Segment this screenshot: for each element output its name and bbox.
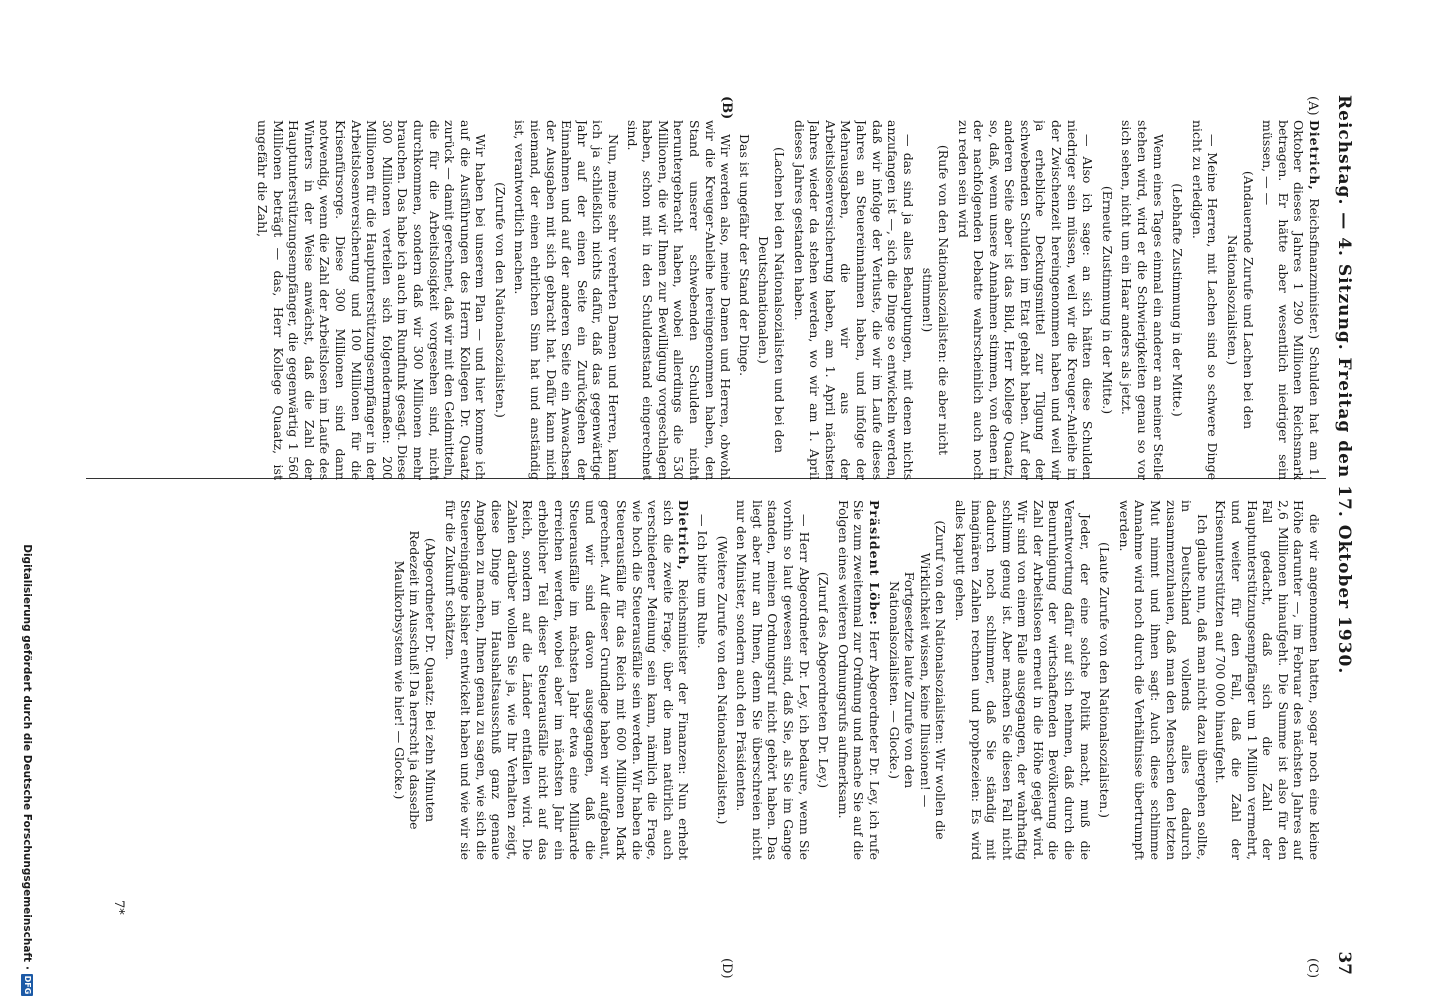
paragraph (736, 120, 752, 480)
paragraph-text: Wir haben bei unserem Plan — und hier komme ich auf die Ausführungen des Herrn Kollegen Dr. Quaatz zurück — damit gerechnet, daß wir mit den Geldmitteln, die für die Arbeitslosigkeit vorgesehen sind, nicht durchkommen, sondern daß wir 300 Millionen mehr brauchen. Das habe ich auch im Rundfunk gesagt. Diese 300 Millionen verteilen sich folgendermaßen: 200 Millionen für die Hauptunterstützungsempfänger in der Arbeitslosenversicherung und 100 Millionen für die Krisenfürsorge. Diese 300 Millionen sind dann notwendig, wenn die Zahl der Arbeitslosen im Laufe des Winters in der Weise anwächst, daß die Zahl der Hauptunterstützungsempfänger, die gegenwärtig 1 560 Millionen beträgt — das, Herr Kollege Quaatz, ist ungefähr die Zahl, (255, 120, 489, 480)
dfg-logo-icon: DFG (23, 975, 32, 995)
paragraph-text: Jeder, der eine solche Politik macht, muß die Verantwortung dafür auf sich nehmen, daß durch die Beunruhigung der wirtschaftenden Bevölkerung die Zahl der Arbeitslosen erneut in die Höhe gejagt wird. Wir sind von einem Falle ausgegangen, der wahrhaftig schlimm genug ist. Aber machen Sie diesen Fall nicht dadurch noch schlimmer, daß Sie ständig mit imaginären Zahlen rechnen und prophezeien: Es wird alles kaputt gehen. (952, 500, 1093, 860)
paragraph (734, 500, 812, 860)
paragraph (1119, 120, 1166, 480)
paragraph-text: — Also ich sage: an sich hätten diese Schulden niedriger sein müssen, weil wir die Kreuger-Anleihe in der Zwischenzeit hereingenommen haben und weil wir ja erhebliche Deckungsmittel zur Tilgung der schwebenden Schulden im Etat gehabt haben. Auf der anderen Seite aber ist das Bild, Herr Kollege Quaatz, so, daß, wenn unsere Annahmen stimmen, von denen in der nachfolgenden Debatte wahrscheinlich auch noch zu reden sein wird (955, 120, 1096, 480)
paragraph (624, 120, 733, 480)
paragraph (442, 500, 692, 860)
running-title: Reichstag. — 4. Sitzung. Freitag den 17. Oktober 1930. (1334, 95, 1354, 675)
paragraph (952, 500, 1092, 860)
paragraph-text: Das ist ungefähr der Stand der Dinge. (736, 134, 752, 377)
paragraph-text: Reichsfinanzminister.) Schulden hat am 1. Oktober dieses Jahres 1 290 Millionen Reichsmark betragen. Er hätte aber wesentlich niedriger sein müssen, — — (1260, 120, 1322, 480)
stage-direction: (Lachen bei den Nationalsozialisten und bei den Deutschnationalen.) (756, 146, 787, 454)
stage-direction: (Lebhafte Zustimmung in der Mitte.) (1170, 183, 1186, 417)
paragraph (254, 120, 488, 480)
paragraph (1213, 500, 1322, 860)
stage-direction: (Abgeordneter Dr. Quaatz: Bei zehn Minuten Redezeit im Ausschuß! Da herrscht ja dasselbe Maulkorbsystem wie hier! — Glocke.) (391, 530, 438, 830)
paragraph (512, 120, 621, 480)
paragraph (1260, 120, 1322, 480)
stage-direction: (Rufe von den Nationalsozialisten: die aber nicht stimmen!) (920, 144, 951, 456)
paragraph (791, 120, 916, 480)
paragraph-text: Wir werden also, meine Damen und Herren, obwohl wir die Kreuger-Anleihe hereingenommen haben, den Stand unserer schwebenden Schulden nicht heruntergebracht haben, wobei allerdings die 530 Millionen, die wir Ihnen zur Bewilligung vorgeschlagen haben, schon mit in den Schuldenstand eingerechnet sind. (624, 120, 734, 480)
digitization-credit (16, 6, 38, 996)
paragraph (1189, 120, 1220, 480)
page-number: 37 (1334, 951, 1354, 975)
stage-direction: (Zuruf von den Nationalsozialisten: Wir wollen die Wirklichkeit wissen, keine Illusionen! — Fortgesetzte laute Zurufe von den Nationalsozialisten. — Glocke.) (886, 520, 949, 840)
speaker-name: Präsident Löbe: (866, 500, 882, 626)
paragraph-text: Nun, meine sehr verehrten Damen und Herren, kann ich ja schließlich nichts dafür, daß das gegenwärtige Jahr auf der einen Seite ein Zurückgehen der Einnahmen und auf der anderen Seite ein Anwachsen der Ausgaben mit sich gebracht hat. Dafür kann mich niemand, der einen ehrlichen Sinn hat und anständig ist, verantwortlich machen. (512, 120, 622, 480)
margin-marker-d: (D) (719, 958, 734, 979)
paragraph-text: — Meine Herren, mit Lachen sind so schwere Dinge nicht zu erledigen. (1189, 120, 1221, 480)
left-column (92, 120, 1322, 480)
paragraph (835, 500, 882, 860)
right-column (92, 500, 1322, 860)
credit-separator: · (21, 966, 33, 970)
margin-marker-b: (B) (719, 96, 734, 120)
stage-direction: (Erneute Zustimmung in der Mitte.) (1099, 185, 1115, 415)
speaker-name: Dietrich, (676, 500, 692, 571)
paragraph-text: Herr Abgeordneter Dr. Ley, ich rufe Sie zum zweitenmal zur Ordnung und mache Sie auf die Folgen eines weiteren Ordnungsrufs aufmerksam. (835, 500, 882, 860)
speaker-name: Dietrich, (1307, 120, 1322, 191)
margin-marker-a: (A) (1305, 96, 1320, 116)
paragraph-text: Ich glaube nun, daß man nicht dazu übergehen sollte, in Deutschland vollends alles dadurch zusammenzuhauen, daß man den Menschen den letzten Mut nimmt und ihnen sagt: Auch diese schlimme Annahme wird noch durch die Verhältnisse übertrumpft werden. (1116, 500, 1210, 860)
stage-direction: (Laute Zurufe von den Nationalsozialisten.) (1097, 541, 1113, 818)
paragraph (955, 120, 1095, 480)
paragraph-text: — Herr Abgeordneter Dr. Ley, ich bedaure, wenn Sie vorhin so laut gewesen sind, daß Sie, als Sie im Gange standen, meinen Ordnungsruf nicht gehört haben. Das liegt aber nur an Ihnen, denn Sie überschreien nicht nur den Minister, sondern auch den Präsidenten. (734, 500, 812, 860)
stage-direction: (Weitere Zurufe von den Nationalsozialisten.) (714, 535, 730, 825)
paragraph (694, 500, 710, 860)
paragraph-text: — das sind ja alles Behauptungen, mit denen nichts anzufangen ist —, sich die Dinge so entwickeln werden, daß wir infolge der Verluste, die wir im Laufe dieses Jahres an Steuereinnahmen haben, und infolge der Mehrausgaben, die wir aus der Arbeitslosenversicherung haben, am 1. April nächsten Jahres wieder da stehen werden, wo wir am 1. April dieses Jahres gestanden haben. (791, 120, 916, 480)
page-header (1320, 95, 1354, 975)
paragraph-text: Reichsminister der Finanzen: Nun erhebt sich die zweite Frage, über die man natürlich auch verschiedener Meinung sein kann, nämlich die Frage, wie hoch die Steuerausfälle sein werden. Wir haben die Steuerausfälle für das Reich mit 600 Millionen Mark gerechnet. Auf dieser Grundlage haben wir aufgebaut, und wir sind davon ausgegangen, daß die Steuerausfälle im nächsten Jahr etwa eine Milliarde erreichen werden, wobei aber im nächsten Jahr ein erheblicher Teil dieser Steuerausfälle nicht auf das Reich, sondern auf die Länder entfallen wird. Die Zahlen darüber wollen Sie ja, wie Ihr Verhalten zeigt, diese Dinge im Haushaltsausschuß ganz genaue Angaben zu machen, Ihnen genau zu sagen, wie sich die Steuereingänge bisher entwickelt haben und wie wir sie für die Zukunft schätzen. (442, 500, 692, 860)
margin-marker-c: (C) (1305, 958, 1320, 979)
paragraph-text: Wenn eines Tages einmal ein anderer an meiner Stelle stehen wird, wird er die Schwierigkeiten genau so vor sich sehen, nicht um ein Haar anders als jetzt. (1119, 120, 1166, 480)
stage-direction: (Andauernde Zurufe und Lachen bei den Nationalsozialisten.) (1225, 170, 1256, 430)
paragraph (1116, 500, 1210, 860)
stage-direction: (Zuruf des Abgeordneten Dr. Ley.) (816, 571, 832, 789)
paragraph-text: — Ich bitte um Ruhe. (695, 514, 711, 649)
credit-text: Digitalisierung gefördert durch die Deutsche Forschungsgemeinschaft (21, 544, 33, 962)
paragraph-text: die wir angenommen hatten, sogar noch eine kleine Höhe darunter —, im Februar des nächsten Jahres auf 2,6 Millionen hinaufgeht. Die Summe ist also für den Fall gedacht, daß sich die Zahl der Hauptunterstützungsempfänger um 1 Million vermehrt, und weiter für den Fall, daß die Zahl der Krisenunterstützten auf 700 000 hinaufgeht. (1213, 500, 1322, 860)
stage-direction: (Zurufe von den Nationalsozialisten.) (492, 182, 508, 418)
signature-mark: 7* (111, 900, 126, 915)
